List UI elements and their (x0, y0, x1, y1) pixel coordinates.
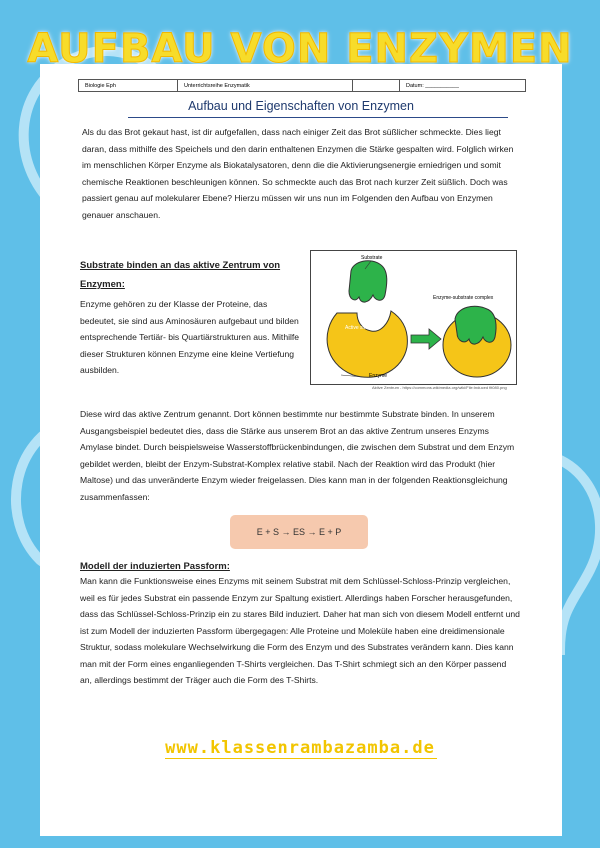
section1-paragraph: Enzyme gehören zu der Klasse der Proteine, das bedeutet, sie sind aus Aminosäuren aufgebaut und bilden entsprechende Tertiär- bis Quartiärstrukturen aus. Mithilfe dieser Strukturen können Enzyme eine kleine Vertiefung ausbilden. (80, 299, 300, 375)
label-substrate: Substrate (361, 255, 383, 261)
header-series: Unterrichtsreihe Enzymatik (178, 80, 353, 91)
title-underline (128, 117, 508, 118)
section1-heading: Substrate binden an das aktive Zentrum von Enzymen: (80, 260, 281, 290)
reaction-formula: E + S → ES → E + P (230, 515, 368, 549)
banner-title: AUFBAU VON ENZYMEN (27, 26, 573, 72)
section1-continuation: Diese wird das aktive Zentrum genannt. Dort können bestimmte nur bestimmte Substrate binden. In unserem Ausgangsbeispiel bedeutet dies, dass die Stärke aus unserem Brot an das aktive Zentrum unseres Enzyms Amylase bindet. Durch beispielsweise Wasserstoffbrückenbindungen, die zwischen dem Substrat und dem Enzym gebildet werden, bleibt der Enzym-Substrat-Komplex relative stabil. Nach der Reaktion wird das Produkt (hier Maltose) und das unveränderte Enzym wieder freigelassen. Dies kann man in der folgenden Reaktionsgleichung zusammenfassen: (80, 409, 515, 502)
label-complex: Enzyme-substrate complex (433, 295, 494, 301)
label-enzyme: Enzyme (369, 373, 388, 379)
website-link[interactable]: www.klassenrambazamba.de (165, 738, 435, 758)
label-active-site: Active site (345, 325, 368, 331)
header-date: Datum: ___________ (406, 82, 459, 89)
intro-paragraph: Als du das Brot gekaut hast, ist dir aufgefallen, dass nach einiger Zeit das Brot süßlicher schmeckte. Dies liegt daran, dass mithilfe des Speichels und den darin enthaltenen Enzymen die Stärke gespalten wird. Folglich wirken im menschlichen Körper Enzyme als Biokatalysatoren, denn die die Aktivierungsenergie erniedrigen und somit chemische Reaktionen beschleunigen können. So schmeckte auch das Brot nach kurzer Zeit süßlich. Doch was passiert genau auf molekularer Ebene? Hierzu müssen wir uns nun im Folgenden den Aufbau von Enzymen genauer anschauen. (82, 127, 514, 220)
header-empty-cell (353, 80, 400, 91)
header-table (78, 79, 526, 92)
section2-heading: Modell der induzierten Passform: (80, 561, 230, 572)
website-underline (165, 758, 437, 759)
worksheet-title: Aufbau und Eigenschaften von Enzymen (188, 99, 414, 113)
section2-paragraph: Man kann die Funktionsweise eines Enzyms mit seinem Substrat mit dem Schlüssel-Schloss-Prinzip vergleichen, weil es für jedes Substrat ein passende Enzym zur Spaltung existiert. Allerdings haben Forscher herausgefunden, dass das Schlüssel-Schloss-Prinzip ein zu stares Bild induziert. Daher hat man sich von diesem Modell entfernt und ist zum Modell der induzierten Passform übergegagen: Alle Proteine und Moleküle haben eine dreidimensionale Struktur, sodass molekulare Wechselwirkung die Form des Enzym und des Substrates verändern kann. Dies kann man mit der Form eines enganliegenden T-Shirts vergleichen. Das T-Shirt schmiegt sich an den Körper passend an, allerdings bestimmt der Träger auch die Form des T-Shirts. (80, 576, 520, 685)
enzyme-diagram-drawing (311, 251, 516, 384)
diagram-credit: Aktive Zentrum - https://commons.wikimedia.org/wiki/File:Induced fit080.png (372, 385, 507, 390)
header-subject: Biologie Eph (79, 80, 178, 91)
enzyme-diagram (310, 250, 517, 385)
